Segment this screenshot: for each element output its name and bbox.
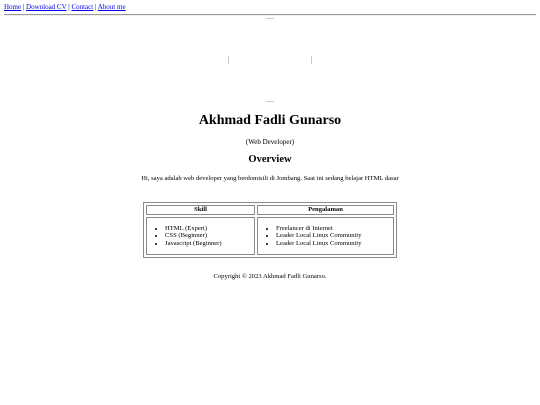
image-frame-mark-top (266, 18, 274, 19)
horizontal-rule (4, 14, 536, 16)
skills-experience-table (143, 202, 397, 258)
nav-separator: | (22, 3, 25, 11)
nav-link-contact[interactable]: Contact (71, 3, 94, 11)
overview-text: Hi, saya adalah web developer yang berdomisili di Jombang. Saat ini sedang belajar HTML dasar (141, 175, 399, 182)
experience-list (260, 225, 391, 248)
top-nav (4, 3, 126, 12)
skills-list (149, 225, 252, 248)
image-frame-mark-right (311, 56, 312, 64)
profile-image-placeholder (228, 18, 312, 102)
nav-link-download-cv[interactable]: Download CV (26, 3, 67, 11)
skills-cell (146, 217, 255, 255)
table-row (146, 217, 394, 255)
overview-heading: Overview (248, 154, 292, 165)
list-item: • Javascript (Beginner) (165, 240, 252, 248)
list-item: • CSS (Beginner) (165, 232, 252, 240)
footer-copyright: Copyright © 2023 Akhmad Fadli Gunarso. (213, 273, 327, 280)
list-item: • Leader Local Linux Community (276, 232, 391, 240)
list-item: • Freelancer di Internet (276, 225, 391, 233)
table-header-skill: Skill (146, 205, 255, 215)
profile-name: Akhmad Fadli Gunarso (198, 113, 342, 128)
nav-separator: | (68, 3, 70, 11)
table-header-row (146, 205, 394, 215)
list-item: • HTML (Expert) (165, 225, 252, 233)
nav-link-home[interactable]: Home (4, 3, 22, 11)
nav-separator: | (94, 3, 97, 11)
image-frame-mark-bottom (266, 101, 274, 102)
list-item: • Leader Local Linux Community (276, 240, 391, 248)
profile-role: (Web Developer) (245, 138, 295, 146)
table-header-experience: Pengalaman (257, 205, 394, 215)
nav-link-about-me[interactable]: About me (97, 3, 126, 11)
experience-cell (257, 217, 394, 255)
image-frame-mark-left (228, 56, 229, 64)
